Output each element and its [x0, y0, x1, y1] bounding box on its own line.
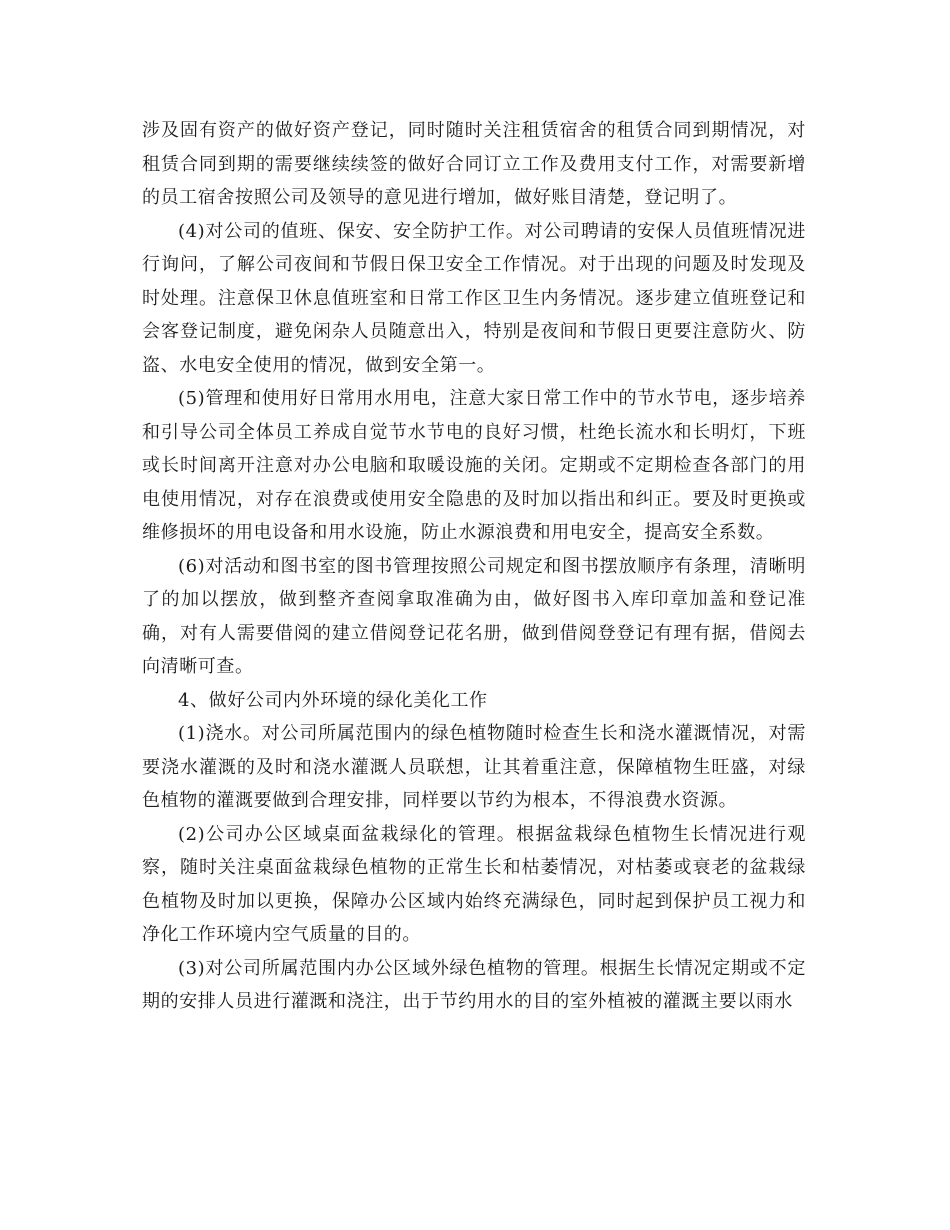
- paragraph-outdoor-plants: (3)对公司所属范围内办公区域外绿色植物的管理。根据生长情况定期或不定期的安排人员进行灌溉和浇注，出于节约用水的目的室外植被的灌溉主要以雨水: [142, 957, 806, 1012]
- paragraph-water-electricity: (5)管理和使用好日常用水用电，注意大家日常工作中的节水节电，逐步培养和引导公司全体员工养成自觉节水节电的良好习惯，杜绝长流水和长明灯，下班或长时间离开注意对办公电脑和取暖设施的关闭。定期或不定期检查各部门的用电使用情况，对存在浪费或使用安全隐患的及时加以指出和纠正。要及时更换或维修损坏的用电设备和用水设施，防止水源浪费和用电安全，提高安全系数。: [142, 388, 806, 543]
- section-heading-greening: 4、做好公司内外环境的绿化美化工作: [178, 689, 488, 711]
- paragraph-watering: (1)浇水。对公司所属范围内的绿色植物随时检查生长和浇水灌溉情况，对需要浇水灌溉的及时和浇水灌溉人员联想，让其着重注意，保障植物生旺盛，对绿色植物的灌溉要做到合理安排，同样要以节约为根本，不得浪费水资源。: [142, 723, 806, 811]
- paragraph-library-management: (6)对活动和图书室的图书管理按照公司规定和图书摆放顺序有条理，清晰明了的加以摆放，做到整齐查阅拿取准确为由，做好图书入库印章加盖和登记准确，对有人需要借阅的建立借阅登记花名册，做到借阅登登记有理有据，借阅去向清晰可查。: [142, 555, 806, 677]
- paragraph-asset-registration: 涉及固有资产的做好资产登记，同时随时关注租赁宿舍的租赁合同到期情况，对租赁合同到期的需要继续续签的做好合同订立工作及费用支付工作，对需要新增的员工宿舍按照公司及领导的意见进行增加，做好账目清楚，登记明了。: [142, 120, 806, 208]
- document-page: [142, 114, 806, 1019]
- paragraph-security-duty: (4)对公司的值班、保安、安全防护工作。对公司聘请的安保人员值班情况进行询问，了解公司夜间和节假日保卫安全工作情况。对于出现的问题及时发现及时处理。注意保卫休息值班室和日常工作区卫生内务情况。逐步建立值班登记和会客登记制度，避免闲杂人员随意出入，特别是夜间和节假日更要注意防火、防盗、水电安全使用的情况，做到安全第一。: [142, 220, 806, 376]
- paragraph-desk-plants: (2)公司办公区域桌面盆栽绿化的管理。根据盆栽绿色植物生长情况进行观察，随时关注桌面盆栽绿色植物的正常生长和枯萎情况，对枯萎或衰老的盆栽绿色植物及时加以更换，保障办公区域内始终充满绿色，同时起到保护员工视力和净化工作环境内空气质量的目的。: [142, 823, 806, 945]
